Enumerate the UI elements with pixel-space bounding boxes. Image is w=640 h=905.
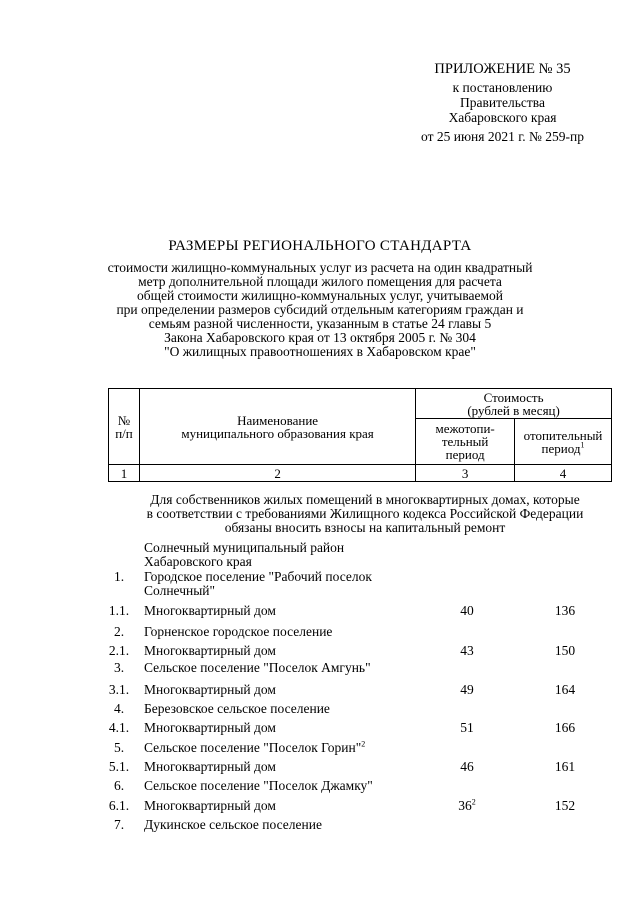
appendix-block — [395, 62, 610, 144]
header-interheat-cell — [416, 419, 515, 465]
col-number-2: 2 — [139, 465, 415, 482]
row-number: 6. — [113, 778, 125, 793]
header-name-cell — [139, 389, 415, 465]
row-value-heating: 166 — [554, 720, 576, 735]
row-number: 5. — [113, 740, 125, 755]
header-heat-line-2: период$^1$ — [541, 440, 585, 456]
header-num-line-2: п/п — [115, 425, 133, 441]
footnote-mark: 2 — [471, 797, 476, 807]
row-name: Сельское поселение "Поселок Джамку" — [144, 778, 373, 793]
subtitle-line: метр дополнительной площади жилого помещения для расчета — [138, 274, 502, 289]
header-name-line-1: Наименование — [237, 412, 319, 428]
subtitle-line: при определении размеров субсидий отдельным категориям граждан и — [116, 302, 524, 317]
row-name: Березовское сельское поселение — [144, 701, 330, 716]
table-row — [0, 541, 640, 571]
appendix-line-1: к постановлению — [452, 80, 553, 95]
row-value-interheating: 49 — [460, 682, 474, 697]
row-name: Многоквартирный дом — [144, 798, 276, 813]
row-value-heating: 136 — [554, 603, 576, 618]
row-number: 7. — [113, 817, 125, 832]
row-number: 2.1. — [108, 643, 130, 658]
subtitle-line: общей стоимости жилищно-коммунальных услуг, учитываемой — [136, 288, 504, 303]
row-number: 2. — [113, 624, 125, 639]
appendix-line-2: Правительства — [460, 95, 545, 110]
section-line: Для собственников жилых помещений в многоквартирных домах, которые — [150, 492, 580, 507]
header-heat-line-1: отопительный — [523, 427, 603, 443]
row-number: 5.1. — [108, 759, 130, 774]
row-value-interheating: 43 — [460, 643, 474, 658]
section-line: в соответствии с требованиями Жилищного кодекса Российской Федерации — [146, 506, 584, 521]
header-interheat-line-1: межотопи- — [435, 421, 495, 436]
document-subtitle — [100, 261, 540, 359]
row-name: Многоквартирный дом — [144, 643, 276, 658]
col-number-1: 1 — [109, 465, 140, 482]
header-interheat-line-3: период — [445, 447, 485, 462]
col-number-3: 3 — [416, 465, 515, 482]
row-name: Городское поселение "Рабочий поселок Солнечный" — [144, 569, 372, 598]
header-name-line-2: муниципального образования края — [181, 425, 374, 441]
header-cost-line-2: (рублей в месяц) — [467, 402, 560, 418]
row-value-heating: 150 — [554, 643, 576, 658]
row-number: 3. — [113, 660, 125, 675]
row-number: 4. — [113, 701, 125, 716]
row-value-heating: 164 — [554, 682, 576, 697]
table-row — [0, 570, 640, 600]
row-name: Многоквартирный дом — [144, 682, 276, 697]
row-value-heating: 152 — [554, 798, 576, 813]
header-num-line-1: № — [117, 412, 131, 428]
col-number-4: 4 — [515, 465, 612, 482]
subtitle-line: стоимости жилищно-коммунальных услуг из расчета на один квадратный — [107, 260, 533, 275]
footnote-mark: 1 — [580, 440, 585, 450]
subtitle-line: "О жилищных правоотношениях в Хабаровском крае" — [164, 344, 476, 359]
table-row — [0, 818, 640, 848]
header-num-cell — [109, 389, 140, 465]
row-number: 1.1. — [108, 603, 130, 618]
row-number: 4.1. — [108, 720, 130, 735]
row-name: Многоквартирный дом — [144, 759, 276, 774]
row-name: Дукинское сельское поселение — [144, 817, 322, 832]
appendix-line-3: Хабаровского края — [448, 110, 557, 125]
section-heading — [95, 493, 635, 535]
header-cost-line-1: Стоимость — [483, 389, 544, 405]
subtitle-line: Закона Хабаровского края от 13 октября 2005 г. № 304 — [164, 330, 476, 345]
row-number: 1. — [113, 569, 125, 584]
row-value-interheating: 46 — [460, 759, 474, 774]
row-name: Многоквартирный дом — [144, 603, 276, 618]
row-name: Многоквартирный дом — [144, 720, 276, 735]
appendix-line-4: от 25 июня 2021 г. № 259-пр — [421, 129, 584, 144]
row-name: Горненское городское поселение — [144, 624, 333, 639]
row-number: 6.1. — [108, 798, 130, 813]
row-name: Сельское поселение "Поселок Горин"$^2$ — [144, 739, 366, 755]
appendix-title: ПРИЛОЖЕНИЕ № 35 — [434, 61, 571, 77]
row-name: Сельское поселение "Поселок Амгунь" — [144, 660, 371, 675]
header-interheat-line-2: тельный — [441, 434, 489, 449]
document-title: РАЗМЕРЫ РЕГИОНАЛЬНОГО СТАНДАРТА — [168, 238, 472, 254]
row-value-interheating: $36^2$ — [458, 797, 476, 813]
row-value-interheating: 40 — [460, 603, 474, 618]
row-value-heating: 161 — [554, 759, 576, 774]
row-number: 3.1. — [108, 682, 130, 697]
row-value-interheating: 51 — [460, 720, 474, 735]
footnote-mark: 2 — [361, 739, 366, 749]
header-cost-cell — [416, 389, 612, 419]
subtitle-line: семьям разной численности, указанным в статье 24 главы 5 — [148, 316, 492, 331]
table-header — [108, 388, 612, 482]
section-line: обязаны вносить взносы на капитальный ремонт — [224, 520, 506, 535]
row-name: Солнечный муниципальный район Хабаровского края — [144, 540, 345, 569]
header-heat-cell — [515, 419, 612, 465]
